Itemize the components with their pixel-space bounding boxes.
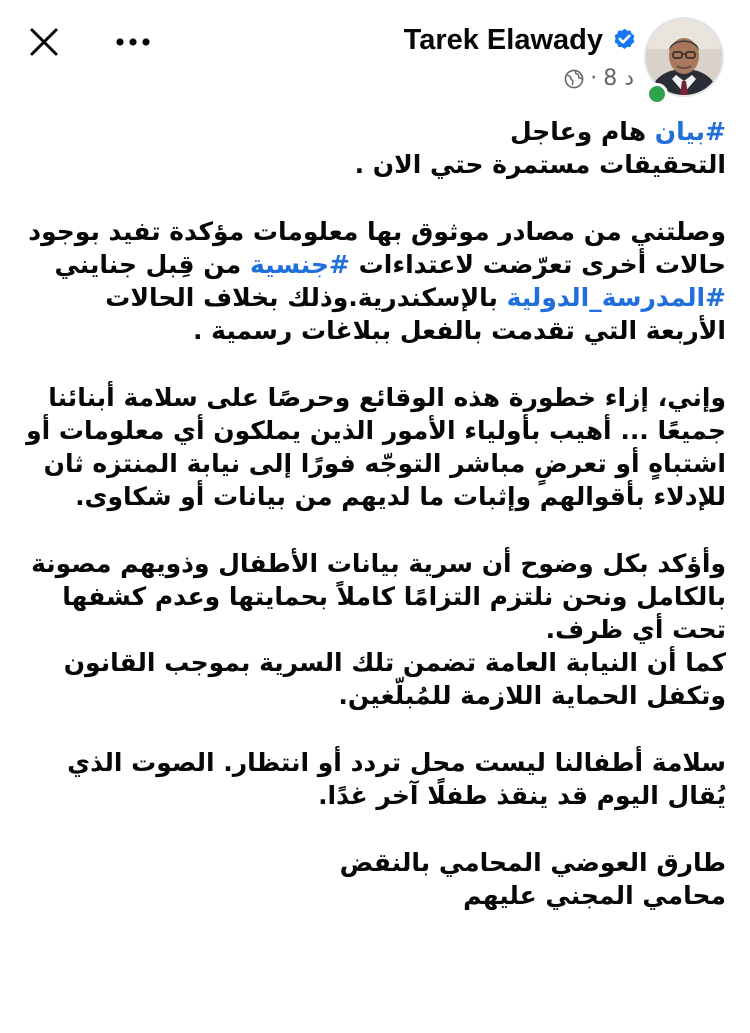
- signature-line-2: محامي المجني عليهم: [463, 881, 726, 910]
- post-timestamp[interactable]: 8 د: [603, 66, 634, 91]
- meta-separator: ·: [590, 66, 598, 91]
- post-paragraph-2: [24, 215, 726, 347]
- author-name[interactable]: Tarek Elawady: [403, 24, 603, 56]
- more-options-button[interactable]: [108, 20, 158, 64]
- post-paragraph-3: وإني، إزاء خطورة هذه الوقائع وحرصًا على سلامة أبنائنا جميعًا ... أهيب بأولياء الأمور الذين يملكون أي معلومات أو اشتباهٍ أو تعرضٍ مباشر التوجّه فورًا إلى نيابة المنتزه ثان للإدلاء بأقوالهم وإثبات ما لديهم من بيانات أو شكاوى.: [26, 383, 726, 511]
- author-avatar-wrap[interactable]: [644, 17, 728, 101]
- hashtag-international-school[interactable]: #المدرسة_الدولية: [506, 283, 726, 312]
- author-row: [404, 24, 638, 57]
- paragraph-1-line-1: هام وعاجل: [509, 117, 655, 146]
- post-body: [24, 115, 726, 912]
- hashtag-jinsiya[interactable]: #جنسية: [249, 250, 350, 279]
- post-signature: [24, 846, 726, 912]
- post-paragraph-4: [24, 547, 726, 712]
- post-paragraph-1: [24, 115, 726, 181]
- hashtag-bayan[interactable]: #بيان: [654, 117, 726, 146]
- globe-icon[interactable]: [564, 69, 584, 89]
- paragraph-4-text-1: وأؤكد بكل وضوح أن سرية بيانات الأطفال وذويهم مصونة بالكامل ونحن نلتزم التزامًا كاملاً بحمايتها وعدم كشفها تحت أي ظرف.: [31, 549, 726, 644]
- post-header: [0, 0, 750, 110]
- paragraph-2-text-2: من قِبل جنايني: [54, 250, 250, 279]
- paragraph-2-text-3: بالإسكندرية.وذلك بخلاف الحالات الأربعة التي تقدمت بالفعل ببلاغات رسمية .: [105, 283, 726, 345]
- close-icon: [28, 26, 60, 58]
- online-status-indicator: [646, 83, 668, 105]
- post-paragraph-5: سلامة أطفالنا ليست محل تردد أو انتظار. الصوت الذي يُقال اليوم قد ينقذ طفلًا آخر غدًا.: [67, 748, 726, 810]
- paragraph-4-text-2: كما أن النيابة العامة تضمن تلك السرية بموجب القانون وتكفل الحماية اللازمة للمُبلّغين.: [63, 648, 726, 710]
- signature-line-1: طارق العوضي المحامي بالنقض: [339, 848, 726, 877]
- paragraph-2-text-1: وصلتني من مصادر موثوق بها معلومات مؤكدة تفيد بوجود حالات أخرى تعرّضت لاعتداءات: [28, 217, 726, 279]
- more-options-icon: [115, 37, 151, 47]
- post-meta: [564, 66, 634, 91]
- paragraph-1-line-2: التحقيقات مستمرة حتي الان .: [354, 150, 726, 179]
- close-button[interactable]: [22, 20, 66, 64]
- verified-badge-icon: [611, 27, 638, 54]
